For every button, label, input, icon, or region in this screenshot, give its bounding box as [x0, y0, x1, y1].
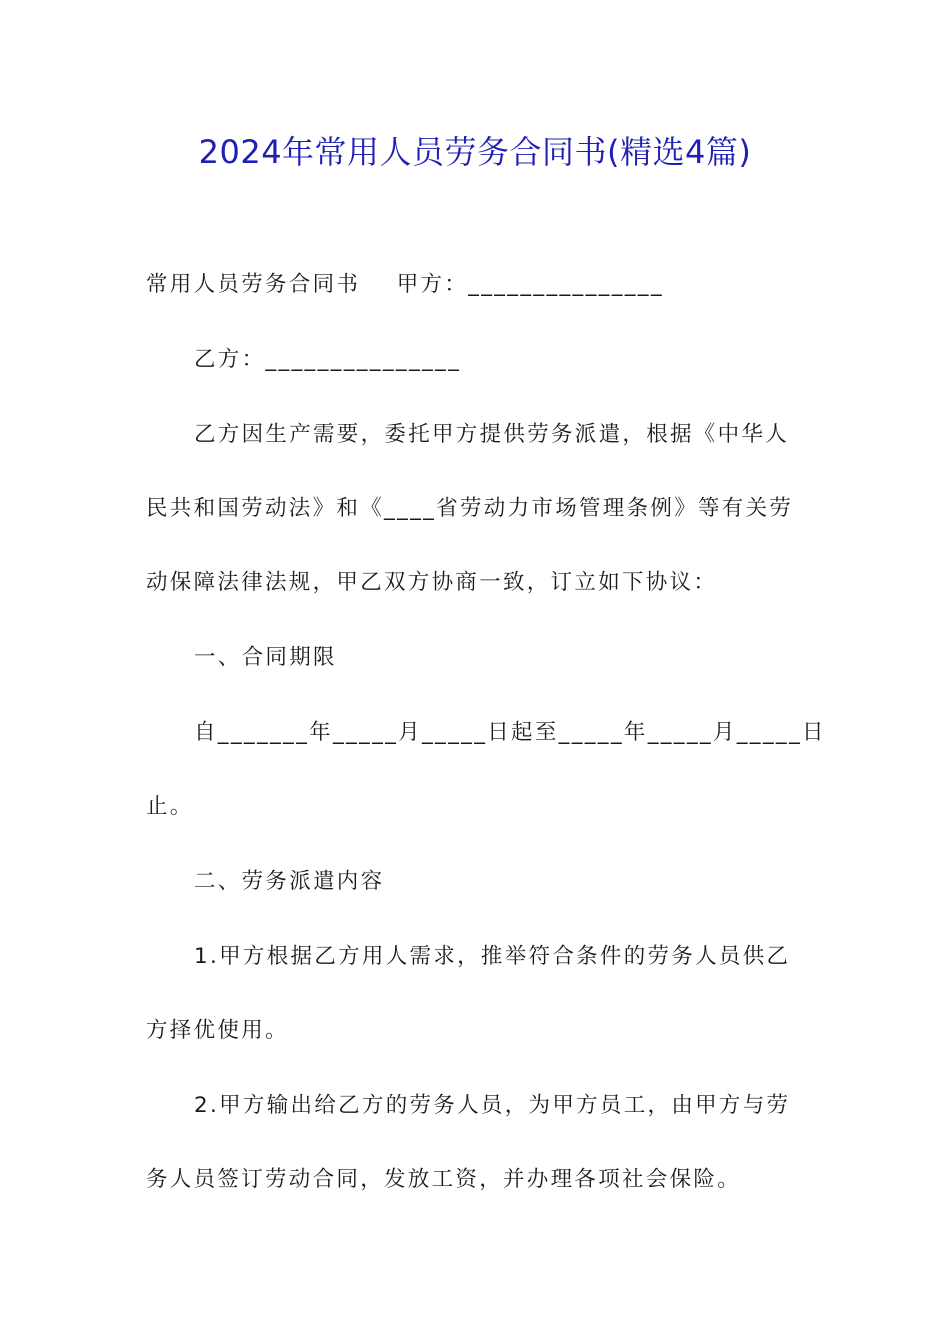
document-title: 2024年常用人员劳务合同书(精选4篇) [198, 133, 752, 171]
paragraph-line: 动保障法律法规，甲乙双方协商一致，订立如下协议： [146, 570, 718, 595]
contract-header-line: 常用人员劳务合同书 甲方：_______________ [146, 272, 664, 297]
paragraph-line: 务人员签订劳动合同，发放工资，并办理各项社会保险。 [146, 1167, 742, 1192]
paragraph-line: 2.甲方输出给乙方的劳务人员，为甲方员工，由甲方与劳 [194, 1093, 791, 1118]
paragraph-line: 民共和国劳动法》和《____省劳动力市场管理条例》等有关劳 [146, 496, 794, 521]
party-b-line: 乙方：_______________ [194, 347, 462, 372]
paragraph-line: 1.甲方根据乙方用人需求，推举符合条件的劳务人员供乙 [194, 944, 791, 969]
paragraph-line: 止。 [146, 794, 194, 819]
section-heading: 二、劳务派遣内容 [194, 869, 385, 894]
paragraph-line: 乙方因生产需要，委托甲方提供劳务派遣，根据《中华人 [194, 422, 790, 447]
paragraph-line: 方择优使用。 [146, 1018, 289, 1043]
section-heading: 一、合同期限 [194, 645, 337, 670]
paragraph-line: 自_______年_____月_____日起至_____年_____月_____日 [194, 720, 826, 745]
